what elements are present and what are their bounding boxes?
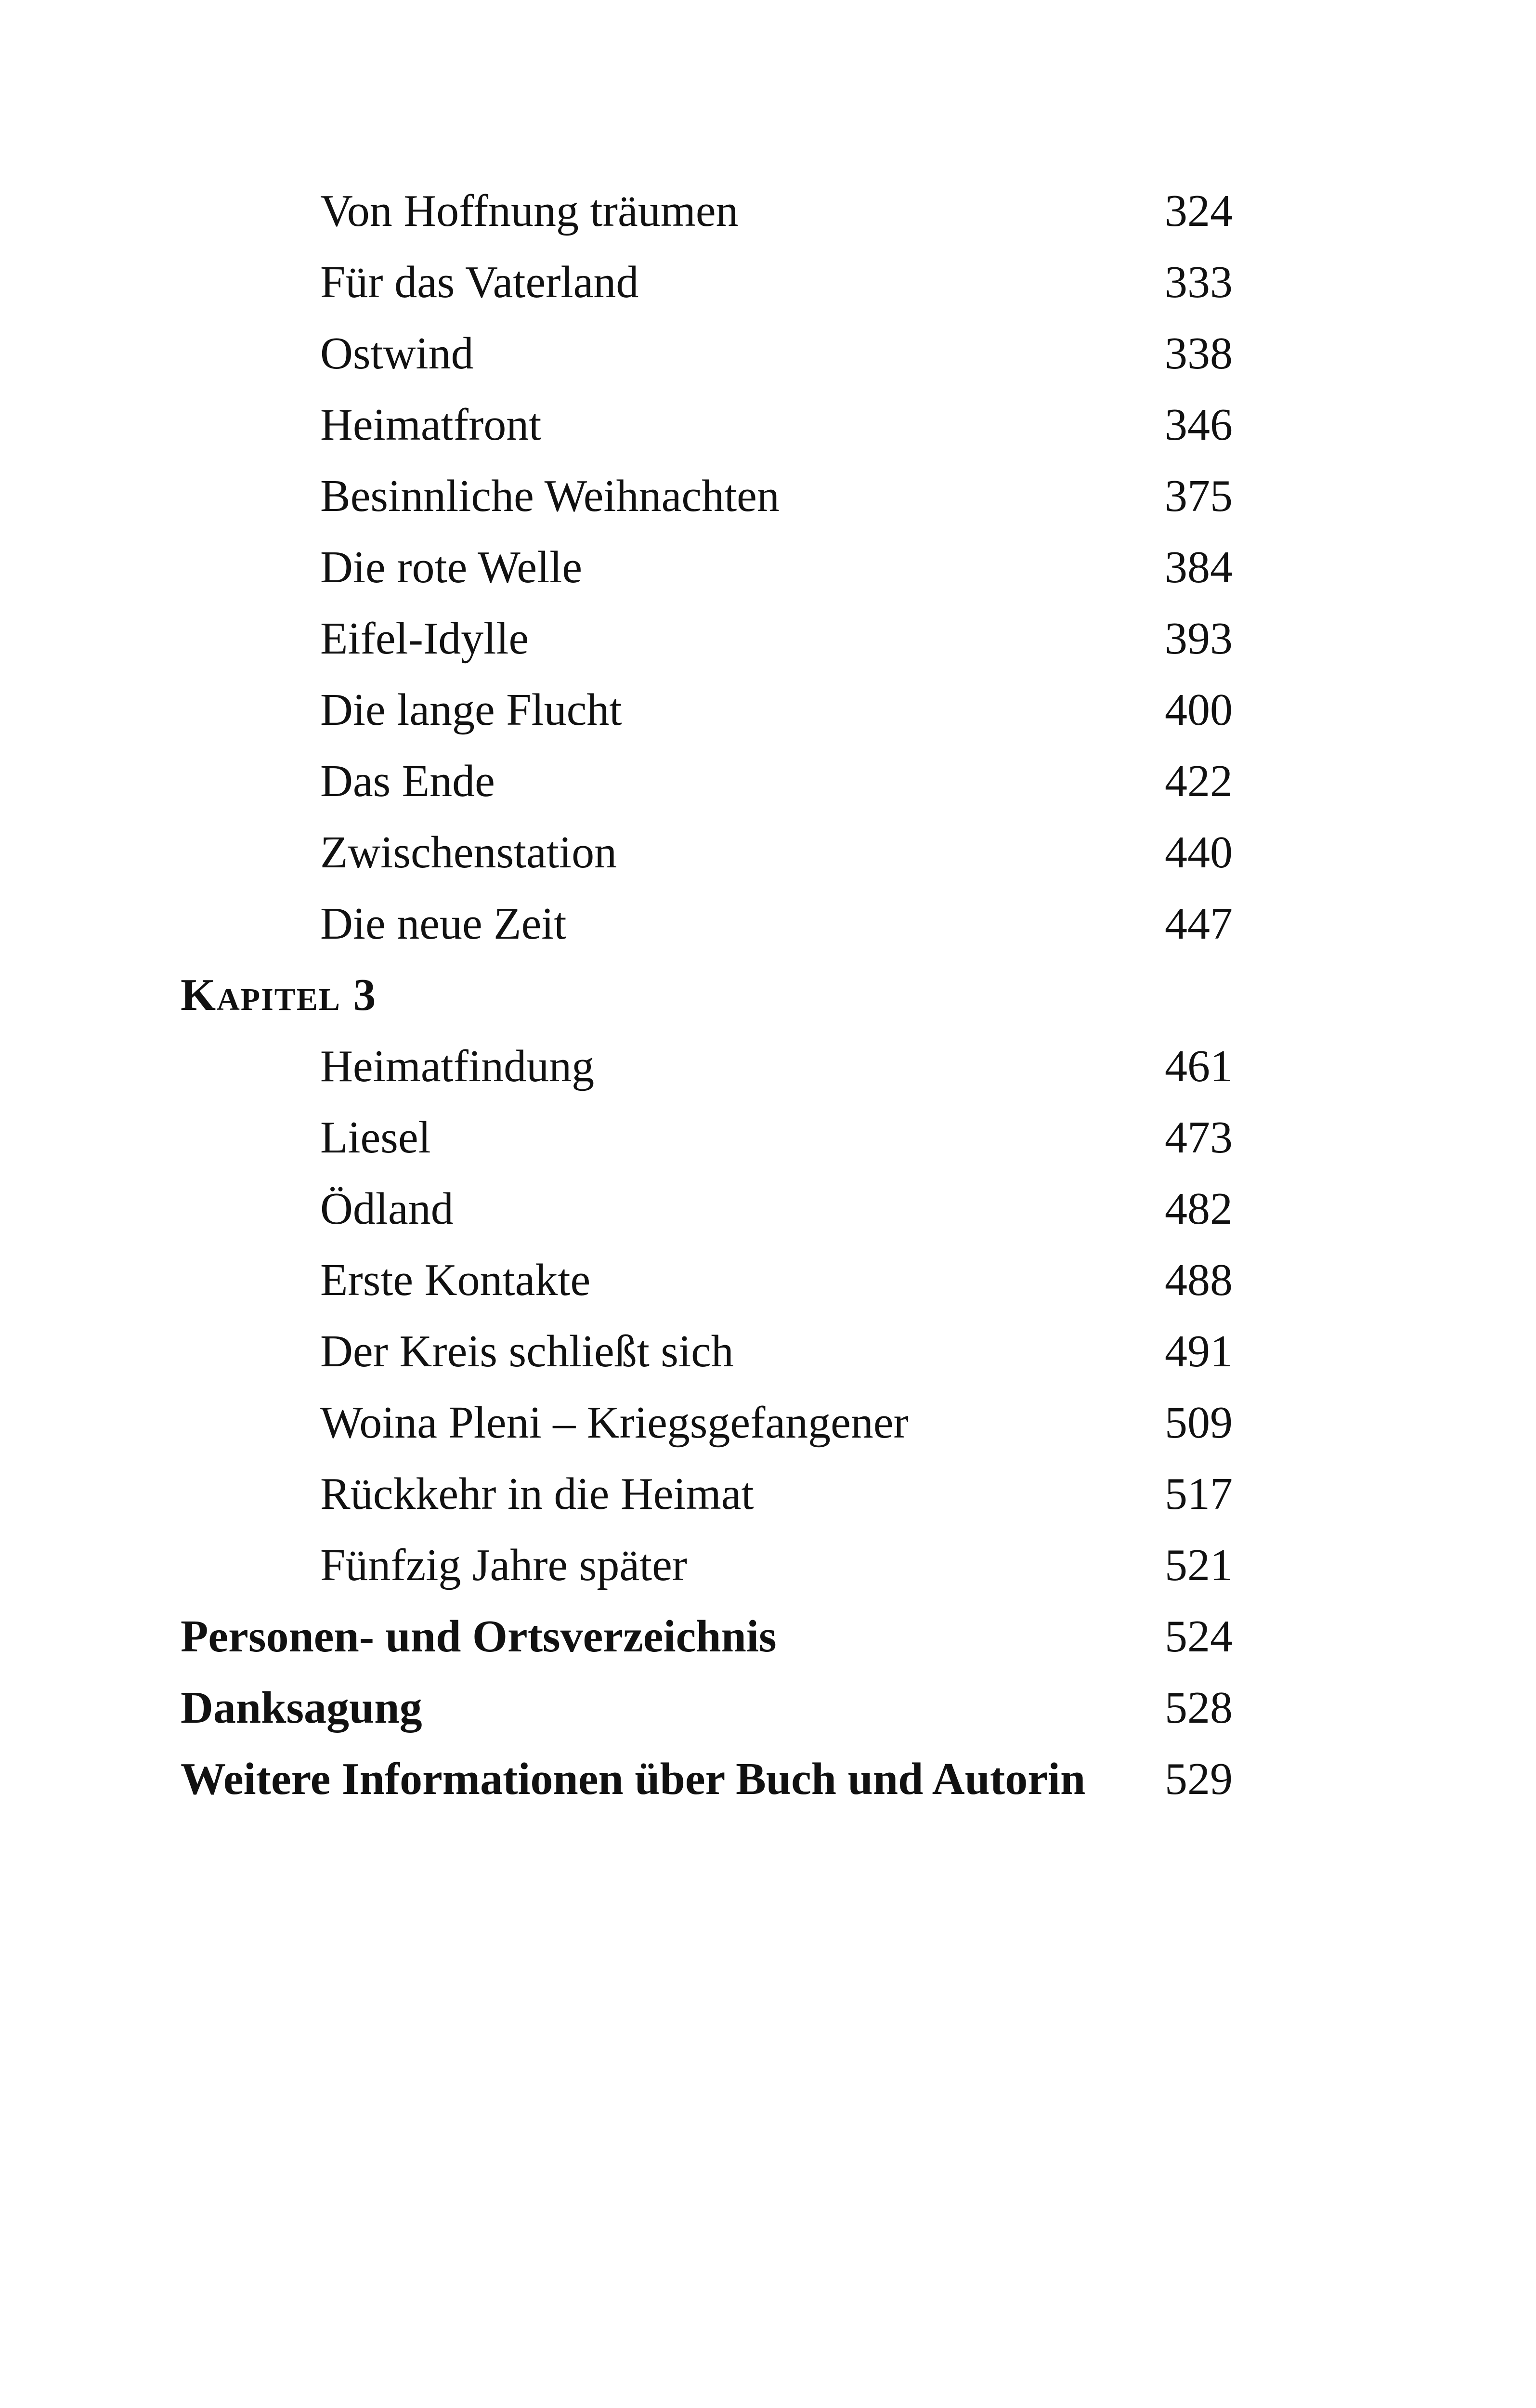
toc-entry [0, 1387, 1536, 1459]
toc-entry [0, 175, 1536, 247]
toc-entry-title: Ödland [320, 1184, 454, 1234]
toc-entry-page: 324 [1165, 186, 1233, 236]
toc-entry-page: 400 [1165, 685, 1233, 735]
toc-entry [0, 1529, 1536, 1601]
toc-entry [0, 246, 1536, 318]
toc-entry-title: Zwischenstation [320, 827, 617, 877]
toc-entry-page: 509 [1165, 1398, 1233, 1448]
toc-entry-page: 491 [1165, 1326, 1233, 1376]
toc-entry-page: 393 [1165, 614, 1233, 664]
toc-entry [0, 389, 1536, 461]
toc-entry [0, 816, 1536, 889]
toc-entry-title: Von Hoffnung träumen [320, 186, 739, 236]
toc-entry [0, 531, 1536, 603]
toc-entry [0, 888, 1536, 960]
toc-entry [0, 1101, 1536, 1174]
toc-entry-page: 524 [1165, 1611, 1233, 1662]
toc-entry-page: 482 [1165, 1184, 1233, 1234]
toc-entry-page: 333 [1165, 257, 1233, 307]
toc-entry-title: Besinnliche Weihnachten [320, 471, 780, 521]
toc-entry-page: 473 [1165, 1112, 1233, 1163]
toc-back-matter-entry [0, 1743, 1536, 1815]
toc-entry-title: Die lange Flucht [320, 685, 622, 735]
toc-entry-title: Liesel [320, 1112, 431, 1163]
toc-entry-page: 447 [1165, 899, 1233, 949]
toc-entry [0, 1244, 1536, 1316]
toc-entry-title: Für das Vaterland [320, 257, 639, 307]
toc-entry-title: Rückkehr in die Heimat [320, 1469, 754, 1519]
toc-entry-page: 346 [1165, 400, 1233, 450]
toc-entry-title: Heimatfront [320, 400, 542, 450]
toc-entry-page: 384 [1165, 542, 1233, 592]
toc-entry-title: Der Kreis schließt sich [320, 1326, 734, 1376]
toc-entry [0, 674, 1536, 746]
toc-entry-title: Das Ende [320, 756, 495, 806]
toc-entry [0, 745, 1536, 817]
toc-entry-title: Fünfzig Jahre später [320, 1540, 688, 1590]
toc-entry-title: Eifel-Idylle [320, 614, 529, 664]
chapter-heading-title: Kapitel 3 [181, 970, 377, 1020]
toc-entry-page: 375 [1165, 471, 1233, 521]
toc-entry-title: Ostwind [320, 328, 474, 379]
toc-entry-page: 517 [1165, 1469, 1233, 1519]
toc-entry-title: Weitere Informationen über Buch und Autorin [181, 1754, 1086, 1804]
toc-entry-title: Danksagung [181, 1683, 422, 1733]
toc-entry [0, 1173, 1536, 1245]
toc-entry [0, 460, 1536, 532]
toc-entry-title: Die neue Zeit [320, 899, 567, 949]
toc-entry-title: Erste Kontakte [320, 1255, 591, 1305]
toc-entry-page: 488 [1165, 1255, 1233, 1305]
toc-entry [0, 317, 1536, 390]
toc-entry [0, 602, 1536, 675]
toc-entry [0, 1030, 1536, 1102]
toc-entry-page: 422 [1165, 756, 1233, 806]
toc-entry-page: 461 [1165, 1041, 1233, 1091]
toc-entry [0, 1458, 1536, 1530]
toc-back-matter-entry [0, 1600, 1536, 1673]
toc-entry [0, 1315, 1536, 1387]
toc-entry-page: 521 [1165, 1540, 1233, 1590]
toc-entry-page: 338 [1165, 328, 1233, 379]
toc-entry-page: 529 [1165, 1754, 1233, 1804]
toc-entry-title: Woina Pleni – Kriegsgefangener [320, 1398, 909, 1448]
toc-entry-page: 440 [1165, 827, 1233, 877]
toc-entry-title: Heimatfindung [320, 1041, 595, 1091]
toc-entry-page: 528 [1165, 1683, 1233, 1733]
chapter-heading [0, 959, 1536, 1031]
toc-back-matter-entry [0, 1672, 1536, 1744]
toc-entry-title: Personen- und Ortsverzeichnis [181, 1611, 777, 1662]
toc-entry-title: Die rote Welle [320, 542, 583, 592]
